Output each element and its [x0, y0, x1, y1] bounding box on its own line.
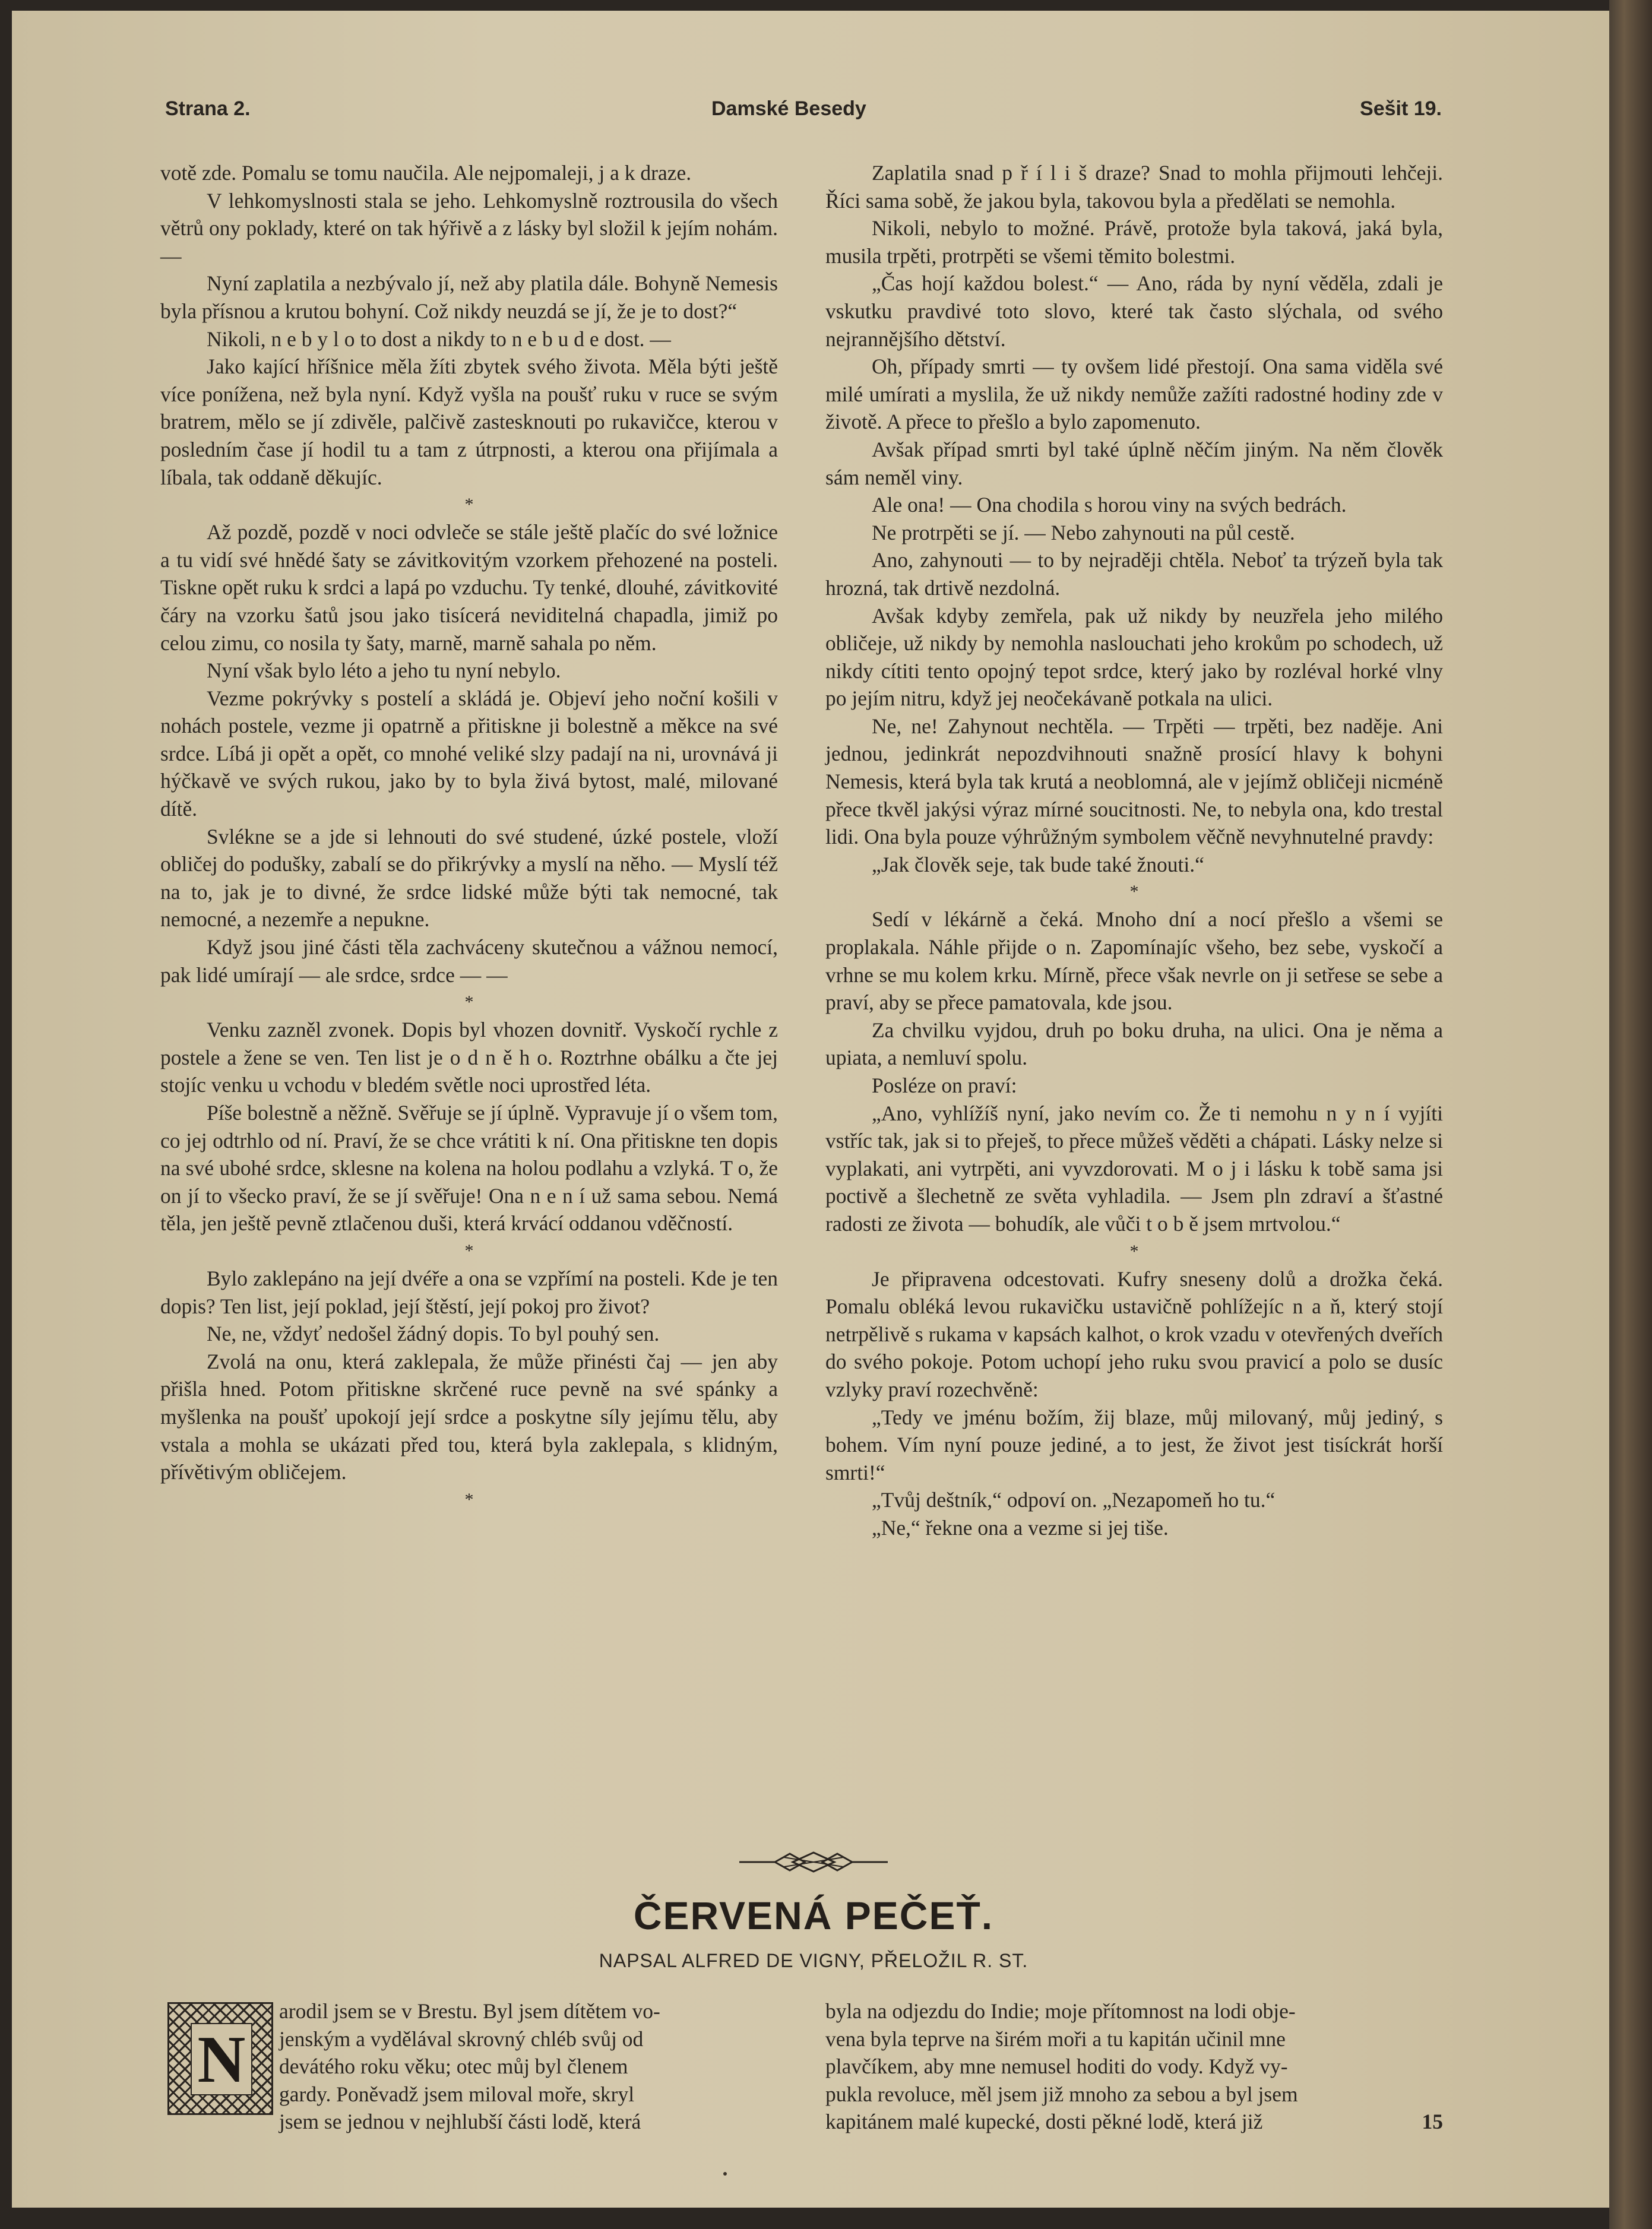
- paragraph: Svlékne se a jde si lehnouti do své studené, úzké postele, vloží obličej do podušky, zabalí se do přikrývky a myslí na něho. — Myslí též na to, jak je to divné, že srdce lidské může býti tak nemocné, tak nemocné, a nezemře a nepukne.: [160, 824, 778, 932]
- paragraph: Když jsou jiné části těla zachváceny skutečnou a vážnou nemocí, pak lidé umírají — ale srdce, srdce — —: [160, 935, 778, 987]
- paragraph: Zvolá na onu, která zaklepala, že může přinésti čaj — jen aby přišla hned. Potom přitiskne skrčené ruce pevně na své spánky a myšlenka na poušť upokojí její srdce a poskytne síly jejímu tělu, aby vstala a mohla se ukázati před tou, která byla zaklepala, s klidným, přívětivým obličejem.: [160, 1349, 778, 1484]
- story-line: devátého roku věku; otec můj byl členem: [279, 2054, 628, 2079]
- magazine-page: [12, 11, 1609, 2208]
- paragraph: „Ne,“ řekne ona a vezme si jej tiše.: [872, 1515, 1169, 1540]
- paragraph: Posléze on praví:: [872, 1074, 1017, 1097]
- paragraph: votě zde. Pomalu se tomu naučila. Ale nejpomaleji, j a k draze.: [160, 161, 692, 185]
- story-line: plavčíkem, aby mne nemusel hoditi do vody. Když vy-: [825, 2054, 1288, 2079]
- paragraph: Jako kající hříšnice měla žíti zbytek svého života. Měla býti ještě více ponížena, než byla nyní. Když vyšla na poušť ruku v ruce se svým bratrem, mělo se jí zdivěle, palčivě zastesknouti po rukavičce, kterou v posledním čase jí hodil tu a tam z útrpnosti, a kterou ona přijímala a líbala, tak oddaně děkujíc.: [160, 354, 778, 489]
- paragraph: Bylo zaklepáno na její dvéře a ona se vzpřímí na posteli. Kde je ten dopis? Ten list, její poklad, její štěstí, její pokoj pro život?: [160, 1266, 778, 1318]
- story-line: jenským a vydělával skrovný chléb svůj od: [279, 2027, 644, 2051]
- paragraph: Oh, případy smrti — ty ovšem lidé přestojí. Ona sama viděla své milé umírati a myslila, že už nikdy nemůže zažíti radostné hodiny zde v životě. A přece to přešlo a bylo zapomenuto.: [825, 354, 1443, 434]
- story-line: arodil jsem se v Brestu. Byl jsem dítětem vo-: [279, 1999, 660, 2023]
- paragraph: Sedí v lékárně a čeká. Mnoho dní a nocí přešlo a všemi se proplakala. Náhle přijde o n. Zapomínajíc všeho, bez sebe, vyskočí a vrhne se mu kolem krku. Mírně, přece však nevrle on ji setřese se sebe a praví, aby se přece pamatovala, kde jsou.: [825, 907, 1443, 1015]
- left-text-column: [160, 159, 778, 1514]
- story-line: kapitánem malé kupecké, dosti pěkné lodě, která již: [825, 2110, 1263, 2134]
- story-line: pukla revoluce, měl jsem již mnoho za sebou a byl jsem: [825, 2082, 1298, 2106]
- paragraph: Ano, zahynouti — to by nejraději chtěla. Neboť ta trýzeň byla tak hrozná, tak drtivě nezdolná.: [825, 548, 1443, 600]
- story-line: jsem se jednou v nejhlubší části lodě, která: [279, 2110, 641, 2134]
- paragraph: „Jak člověk seje, tak bude také žnouti.“: [872, 852, 1204, 876]
- paragraph: Nikoli, nebylo to možné. Právě, protože byla taková, jaká byla, musila trpěti, protrpěti se všemi těmito bolestmi.: [825, 216, 1443, 268]
- paragraph: „Tedy ve jménu božím, žij blaze, můj milovaný, můj jediný, s bohem. Vím nyní pouze jediné, a to jest, že život jest tisíckrát horší smrti!“: [825, 1405, 1443, 1484]
- page-bottom-mark: [723, 2172, 727, 2176]
- paragraph: Avšak případ smrti byl také úplně něčím jiným. Na něm člověk sám neměl viny.: [825, 437, 1443, 489]
- story-text-left: [279, 1997, 805, 2136]
- paragraph: Venku zazněl zvonek. Dopis byl vhozen dovnitř. Vyskočí rychle z postele a žene se ven. Ten list je o d n ě h o. Roztrhne obálku a čte jej stojíc venku u vchodu v bledém světle noci uprostřed léta.: [160, 1018, 778, 1097]
- section-break-asterisk: *: [1129, 1241, 1139, 1261]
- paragraph: „Tvůj deštník,“ odpoví on. „Nezapomeň ho tu.“: [872, 1488, 1276, 1512]
- paragraph: Až pozdě, pozdě v noci odvleče se stále ještě plačíc do své ložnice a tu vidí své hnědé šaty se závitkovitým vzorkem přehozené na posteli. Tiskne opět ruku k srdci a lapá po vzduchu. Ty tenké, dlouhé, závitkovité čáry na vzorku šatů jsou jako tisícerá neviditelná chapadla, jimiž po celou zimu, co nosila ty šaty, marně, marně sahala po něm.: [160, 520, 778, 655]
- paragraph: Zaplatila snad p ř í l i š draze? Snad to mohla přijmouti lehčeji. Říci sama sobě, že jakou byla, takovou byla a předělati se nemohla.: [825, 161, 1443, 213]
- story-line: gardy. Poněvadž jsem miloval moře, skryl: [279, 2082, 635, 2106]
- story-line: vena byla teprve na širém moři a tu kapitán učinil mne: [825, 2027, 1286, 2051]
- story-byline: NAPSAL ALFRED DE VIGNY, PŘELOŽIL R. ST.: [599, 1950, 1028, 1971]
- page-number-label: Strana 2.: [165, 97, 251, 120]
- section-break-asterisk: *: [1129, 882, 1139, 902]
- paragraph: „Čas hojí každou bolest.“ — Ano, ráda by nyní věděla, zdali je vskutku pravdivé toto slovo, které tak často slýchala, od svého nejrannějšího dětství.: [825, 271, 1443, 351]
- paragraph: Ale ona! — Ona chodila s horou viny na svých bedrách.: [872, 493, 1347, 517]
- paragraph: Nikoli, n e b y l o to dost a nikdy to n e b u d e dost. —: [207, 327, 671, 351]
- section-break-asterisk: *: [464, 1240, 474, 1261]
- paragraph: Nyní zaplatila a nezbývalo jí, než aby platila dále. Bohyně Nemesis byla přísnou a krutou bohyní. Což nikdy neuzdá se jí, že je to dost?“: [160, 271, 778, 323]
- story-text-right: [825, 1997, 1443, 2136]
- ornamental-drop-cap: [167, 2002, 273, 2115]
- page-header: [165, 97, 1442, 127]
- paragraph: Píše bolestně a něžně. Svěřuje se jí úplně. Vypravuje jí o všem tom, co jej odtrhlo od ní. Praví, že se chce vrátiti k ní. Ona přitiskne ten dopis na své ubohé srdce, sklesne na kolena na holou podlahu a vzlyká. T o, že on jí to všecko praví, že se jí svěřuje! Ona n e n í už sama sebou. Nemá těla, jen ještě pevně ztlačenou duši, která krvácí oddanou vděčností.: [160, 1101, 778, 1236]
- paragraph: V lehkomyslnosti stala se jeho. Lehkomyslně roztrousila do všech větrů ony poklady, které on tak hýřivě a z lásky byl složil k jejím nohám. —: [160, 188, 778, 268]
- section-break-asterisk: *: [464, 1489, 474, 1509]
- paragraph: Ne protrpěti se jí. — Nebo zahynouti na půl cestě.: [872, 520, 1295, 544]
- right-text-column: [825, 159, 1443, 1542]
- paragraph: „Ano, vyhlížíš nyní, jako nevím co. Že ti nemohu n y n í vyjíti vstříc tak, jak si to přeješ, to přece můžeš věděti a chápati. Lásky nelze si vyplakati, ani vytrpěti, ani vyvzdorovati. M o j i lásku k tobě sama jsi poctivě a šlechetně ze světa vyhladila. — Jsem pln zdraví a šťastné radosti ze života — bohudík, ale vůči t o b ě jsem mrtvolou.“: [825, 1101, 1443, 1236]
- paragraph: Za chvilku vyjdou, druh po boku druha, na ulici. Ona je něma a upiata, a nemluví spolu.: [825, 1018, 1443, 1070]
- section-break-asterisk: *: [464, 992, 474, 1012]
- paragraph: Avšak kdyby zemřela, pak už nikdy by neuzřela jeho milého obličeje, už nikdy by nemohla naslouchati jeho krokům po schodech, už nikdy cítiti tento opojný tepot srdce, který jako by rozléval horké vlny po jejím nitru, když jej neočekávaně potkala na ulici.: [825, 603, 1443, 711]
- paragraph: Ne, ne! Zahynout nechtěla. — Trpěti — trpěti, bez naděje. Ani jednou, jedinkrát nepozdvihnouti snažně prosící hlavy k bohyni Nemesis, která byla tak krutá a neoblomná, ale v jejímž obličeji nicméně přece tkvěl jakýsi výraz mírné soucitnosti. Ne, to nebyla ona, kdo trestal lidi. Ona byla pouze výhrůžným symbolem věčně nevyhnutelné pravdy:: [825, 714, 1443, 849]
- catchword: 15: [1422, 2110, 1443, 2134]
- section-divider-ornament: [733, 1850, 894, 1874]
- paragraph: Je připravena odcestovati. Kufry sneseny dolů a drožka čeká. Pomalu obléká levou rukavičku ustavičně pohlížejíc n a ň, který stojí netrpělivě s rukama v kapsách kalhot, o krok vzadu v otevřených dveřích do svého pokoje. Potom uchopí jeho ruku svou pravicí a polo se dusíc vzlyky praví rozechvěně:: [825, 1267, 1443, 1401]
- magazine-title: Damské Besedy: [711, 97, 866, 120]
- paragraph: Ne, ne, vždyť nedošel žádný dopis. To byl pouhý sen.: [207, 1322, 660, 1346]
- issue-number-label: Sešit 19.: [1360, 97, 1442, 120]
- story-title: ČERVENÁ PEČEŤ.: [633, 1894, 994, 1937]
- drop-cap-letter: N: [191, 2023, 252, 2095]
- section-break-asterisk: *: [464, 495, 474, 515]
- paragraph: Vezme pokrývky s postelí a skládá je. Objeví jeho noční košili v nohách postele, vezme ji opatrně a přitiskne ji bolestně a měkce na své srdce. Líbá ji opět a opět, co mnohé veliké slzy padají na ni, urovnává ji hýčkavě ve svých rukou, jako by to byla živá bytost, malé, milované dítě.: [160, 686, 778, 821]
- story-line: byla na odjezdu do Indie; moje přítomnost na lodi obje-: [825, 1999, 1296, 2023]
- paragraph: Nyní však bylo léto a jeho tu nyní nebylo.: [207, 658, 561, 683]
- binding-spine: [1609, 0, 1652, 2229]
